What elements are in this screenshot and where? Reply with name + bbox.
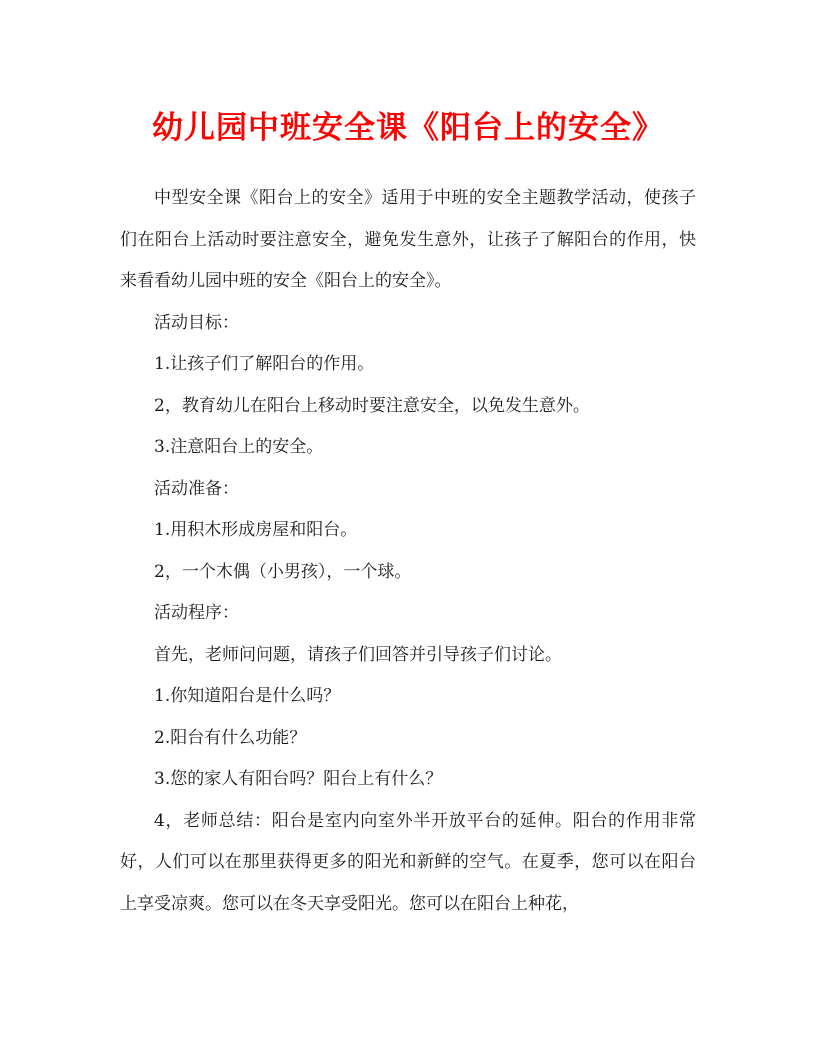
question-item-2: 2.阳台有什么功能？ (154, 727, 307, 748)
paragraph-intro: 中型安全课《阳台上的安全》适用于中班的安全主题教学活动，使孩子们在阳台上活动时要注意安全，避免发生意外，让孩子了解阳台的作用，快来看看幼儿园中班的安全《阳台上的安全》。 (120, 188, 696, 291)
question-item-1: 1.你知道阳台是什么吗？ (154, 686, 341, 706)
heading-activity-procedure: 活动程序： (154, 603, 239, 623)
document-title: 幼儿园中班安全课《阳台上的安全》 (152, 110, 664, 146)
goal-item-3: 3.注意阳台上的安全。 (154, 437, 324, 457)
heading-activity-goals: 活动目标： (154, 312, 239, 333)
preparation-item-2: 2，一个木偶（小男孩），一个球。 (154, 561, 412, 582)
question-item-3: 3.您的家人有阳台吗？阳台上有什么？ (154, 769, 443, 789)
heading-activity-preparation: 活动准备： (154, 478, 239, 499)
goal-item-2: 2，教育幼儿在阳台上移动时要注意安全，以免发生意外。 (154, 395, 590, 416)
document-body (120, 178, 696, 925)
goal-item-1: 1.让孩子们了解阳台的作用。 (154, 354, 375, 374)
teacher-summary: 4，老师总结：阳台是室内向室外半开放平台的延伸。阳台的作用非常好，人们可以在那里获得更多的阳光和新鲜的空气。在夏季，您可以在阳台上享受凉爽。您可以在冬天享受阳光。您可以在阳台上种花， (120, 810, 696, 914)
procedure-intro: 首先，老师问问题，请孩子们回答并引导孩子们讨论。 (154, 644, 562, 665)
preparation-item-1: 1.用积木形成房屋和阳台。 (154, 520, 358, 540)
